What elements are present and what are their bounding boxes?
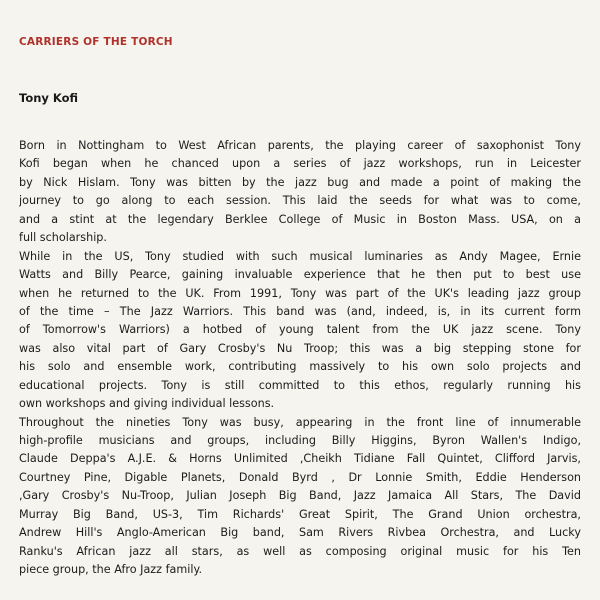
bio-line: Throughout the nineties Tony was busy, appearing in the front line of innumerable: [19, 415, 581, 429]
bio-line: full scholarship.: [19, 231, 107, 245]
bio-line: Watts and Billy Pearce, gaining invaluable experience that he then put to best use: [19, 268, 581, 282]
bio-line: high-profile musicians and groups, including Billy Higgins, Byron Wallen's Indigo,: [19, 434, 581, 447]
bio-line: ,Gary Crosby's Nu-Troop, Julian Joseph Big Band, Jazz Jamaica All Stars, The David: [19, 489, 581, 503]
biography-text: [19, 137, 581, 580]
bio-line: journey to go along to each session. This laid the seeds for what was to come,: [19, 194, 581, 208]
bio-line: Born in Nottingham to West African parents, the playing career of saxophonist Tony: [19, 139, 581, 152]
bio-line: own workshops and giving individual lessons.: [19, 397, 275, 411]
bio-line: of Tomorrow's Warriors) a hotbed of young talent from the UK jazz scene. Tony: [19, 323, 581, 337]
bio-line: piece group, the Afro Jazz family.: [19, 563, 203, 577]
author-name: Tony Kofi: [19, 91, 79, 105]
bio-line: educational projects. Tony is still committed to this ethos, regularly running his: [19, 378, 581, 392]
bio-line: was also vital part of Gary Crosby's Nu Troop; this was a big stepping stone for: [19, 341, 581, 355]
bio-line: Claude Deppa's A.J.E. & Horns Unlimited ,Cheikh Tidiane Fall Quintet, Clifford Jarvis,: [19, 452, 581, 466]
bio-line: Ranku's African jazz all stars, as well as composing original music for his Ten: [19, 544, 581, 558]
bio-line: of the time – The Jazz Warriors. This band was (and, indeed, is, in its current form: [19, 304, 581, 318]
bio-line: While in the US, Tony studied with such musical luminaries as Andy Magee, Ernie: [19, 249, 581, 263]
bio-line: Kofi began when he chanced upon a series of jazz workshops, run in Leicester: [19, 157, 581, 171]
section-heading: CARRIERS OF THE TORCH: [19, 36, 173, 48]
bio-line: his solo and ensemble work, contributing massively to his own solo projects and: [19, 360, 581, 374]
bio-line: Courtney Pine, Digable Planets, Donald Byrd , Dr Lonnie Smith, Eddie Henderson: [19, 470, 581, 484]
bio-line: when he returned to the UK. From 1991, Tony was part of the UK's leading jazz group: [19, 286, 581, 300]
bio-line: and a stint at the legendary Berklee College of Music in Boston Mass. USA, on a: [19, 212, 581, 226]
bio-line: by Nick Hislam. Tony was bitten by the jazz bug and made a point of making the: [19, 175, 581, 189]
bio-line: Andrew Hill's Anglo-American Big band, Sam Rivers Rivbea Orchestra, and Lucky: [19, 526, 581, 540]
bio-line: Murray Big Band, US-3, Tim Richards' Great Spirit, The Grand Union orchestra,: [19, 507, 581, 521]
